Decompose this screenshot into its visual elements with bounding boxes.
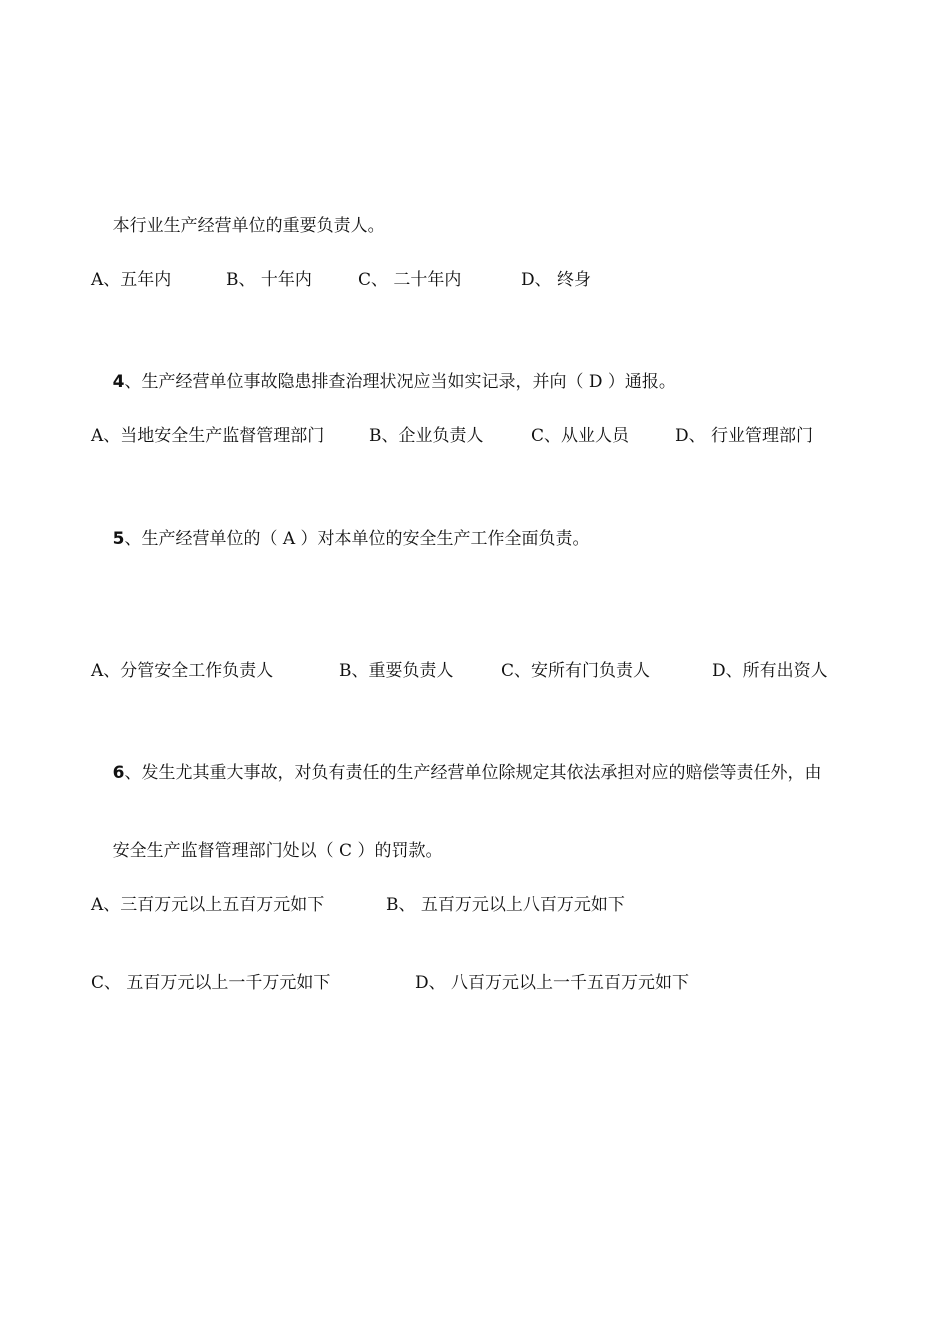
option-b: B、重要负责人 [339,661,454,681]
question-6-options-cd [91,971,751,995]
question-6-stem [91,737,821,809]
line-text: 本行业生产经营单位的重要负责人。 [112,216,385,236]
option-d: D、 八百万元以上一千五百万元如下 [415,973,690,993]
question-5-options [91,659,871,683]
question-text: 、发生尤其重大事故，对负有责任的生产经营单位除规定其依法承担对应的赔偿等责任外，由 [124,763,822,783]
question-4-options [91,424,851,448]
option-c: C、从业人员 [531,426,630,446]
option-c: C、 五百万元以上一千万元如下 [91,973,331,993]
option-b: B、企业负责人 [369,426,484,446]
question-3-options [91,268,651,292]
option-d: D、所有出资人 [712,661,828,681]
option-c: C、安所有门负责人 [501,661,651,681]
question-5-stem [91,503,590,575]
question-text: 、生产经营单位事故隐患排查治理状况应当如实记录，并向（ D ）通报。 [124,372,676,392]
question-4-stem [91,346,676,418]
option-b: B、 十年内 [226,270,312,290]
question-text: 、生产经营单位的（ A ）对本单位的安全生产工作全面负责。 [124,529,590,549]
question-number: 4 [112,372,125,392]
question-6-options-ab [91,893,691,917]
option-d: D、 终身 [521,270,592,290]
question-3-continuation [91,190,385,262]
question-number: 5 [112,529,125,549]
option-a: A、三百万元以上五百万元如下 [91,895,325,915]
option-d: D、 行业管理部门 [675,426,814,446]
option-a: A、五年内 [91,270,172,290]
question-number: 6 [112,763,125,783]
option-c: C、 二十年内 [358,270,462,290]
option-a: A、当地安全生产监督管理部门 [91,426,325,446]
option-a: A、分管安全工作负责人 [91,661,274,681]
option-b: B、 五百万元以上八百万元如下 [386,895,625,915]
question-6-stem-continued [91,815,442,887]
question-text: 安全生产监督管理部门处以（ C ）的罚款。 [112,841,443,861]
